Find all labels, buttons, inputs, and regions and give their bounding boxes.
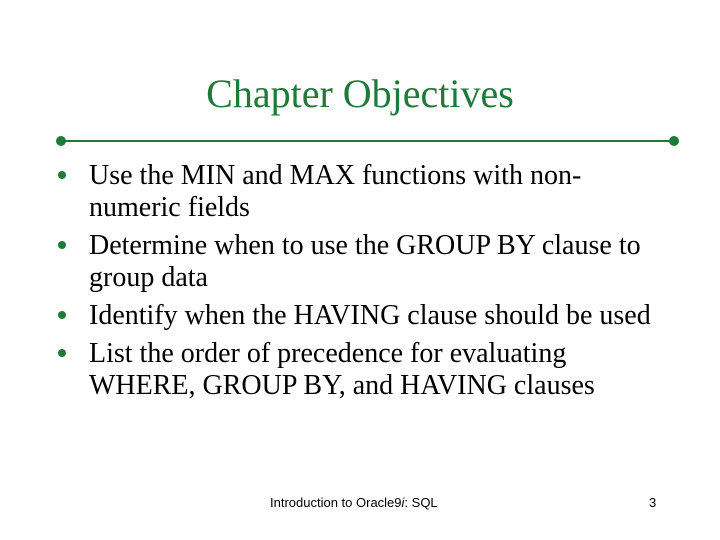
objectives-list (58, 160, 658, 408)
slide-title: Chapter Objectives (206, 71, 514, 116)
bullet-icon (58, 241, 66, 249)
list-item (58, 338, 658, 402)
bullet-text: Identify when the HAVING clause should be used (89, 300, 651, 331)
list-item (58, 300, 658, 332)
bullet-icon (58, 349, 66, 357)
page-number: 3 (649, 495, 657, 510)
bullet-icon (58, 311, 66, 319)
title-divider (61, 140, 675, 142)
divider-right-dot (669, 136, 679, 146)
list-item (58, 160, 658, 224)
divider-left-dot (56, 136, 66, 146)
bullet-text: Use the MIN and MAX functions with non-numeric fields (89, 160, 582, 223)
footer-course-title (270, 495, 438, 510)
footer-italic: i (401, 495, 405, 510)
bullet-text: Determine when to use the GROUP BY clause to group data (89, 230, 641, 293)
list-item (58, 230, 658, 294)
bullet-icon (58, 171, 66, 179)
bullet-text: List the order of precedence for evaluating WHERE, GROUP BY, and HAVING clauses (89, 338, 595, 401)
footer-prefix: Introduction to Oracle9 (270, 495, 402, 510)
footer-suffix: : SQL (404, 495, 438, 510)
